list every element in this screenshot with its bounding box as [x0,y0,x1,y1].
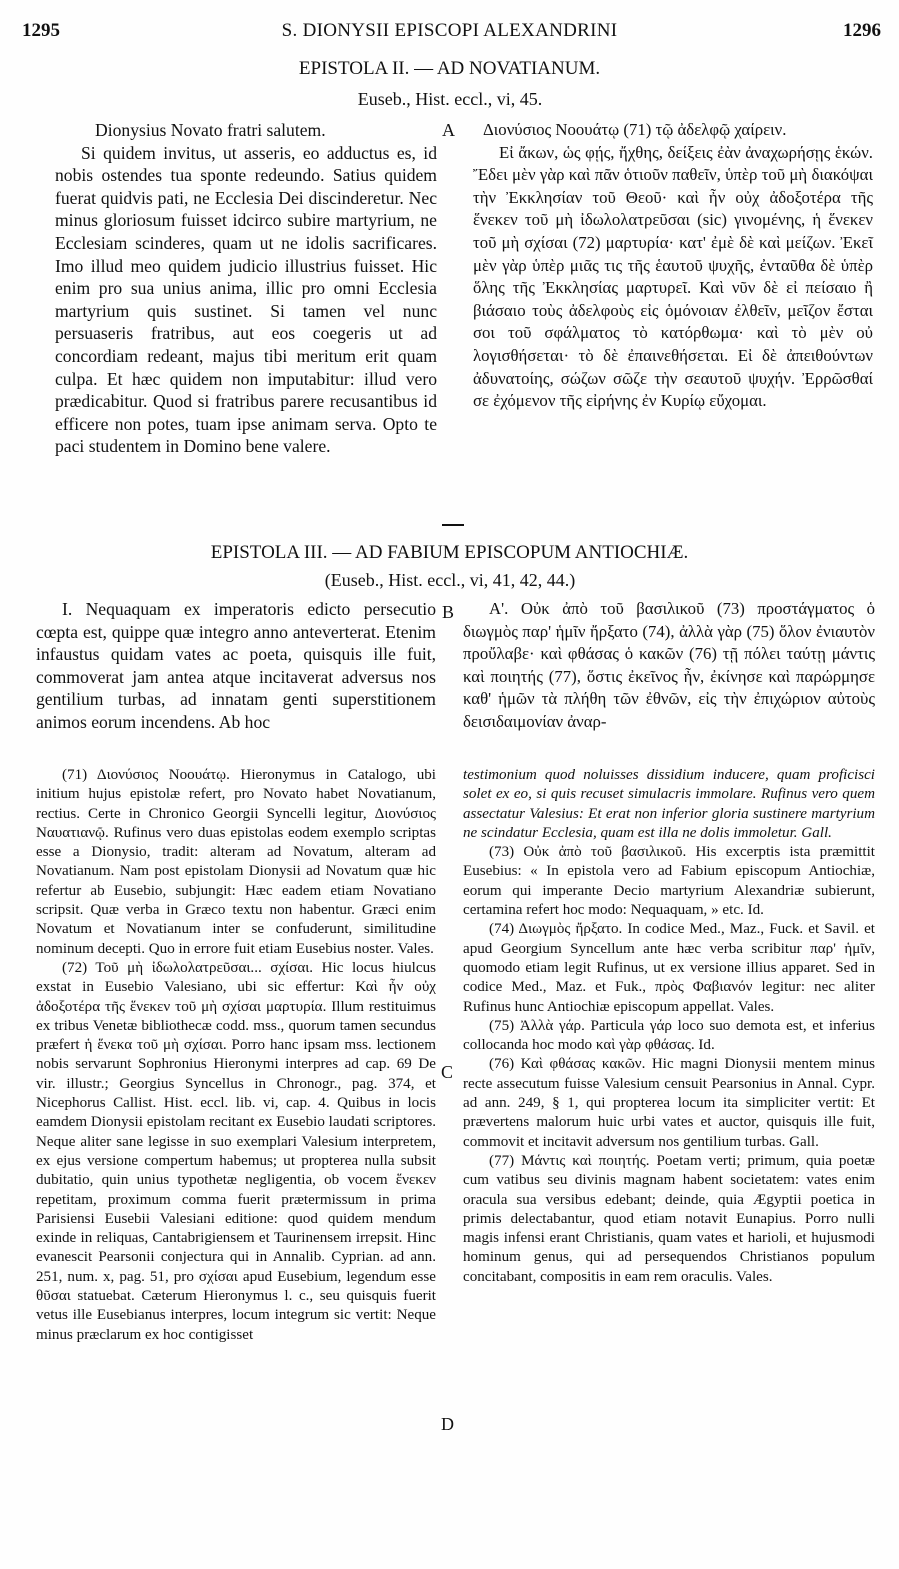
epistola3-latin [36,598,436,734]
note-74: (74) Διωγμὸς ἤρξατο. In codice Med., Maz., Fuck. et Savil. et apud Georgium Syncellum ante hæc verba scribitur παρ' ἡμῖν, quomodo etiam legit Rufinus, ut ex versione illius apparet. Sed in codice Med., Maz. et Fuk., πρὸς Φαβιανόν legitur: nec aliter Rufinus hunc Antiochiæ episcopum appellat. Vales. [463,921,875,1015]
salutation-greek: Διονύσιος Νοουάτῳ (71) τῷ ἀδελφῷ χαίρειν. [483,120,787,139]
note-72: (72) Τοῦ μὴ ἰδωλολατρεῦσαι... σχίσαι. Hic locus hiulcus exstat in Eusebio Valesiano, ubi sic effertur: Καὶ ἦν οὐχ ἀδοξοτέρα τῆς ἕνεκεν τοῦ μὴ σχίσαι μαρτυρία. Illum restituimus ex tribus Venetæ bibliothecæ codd. mss., quorum tamen secundus præfert ἡ ἕνεκα τοῦ μὴ σχίσαι. Porro hanc ipsam mss. lectionem nobis servarunt Sophronius Hieronymi interpres ad cap. 69 De vir. illustr.; Georgius Syncellus in Chronogr., pag. 374, et Nicephorus Callist. Hist. eccl. lib. vi, cap. 4. Quibus in locis eamdem Dionysii epistolam recitant ex Eusebio laudati scriptores. Neque aliter sane legisse in suo exemplari Valesium interpretem, ex ejus versione compertum habemus; ut propterea nulla subsit dubitatio, quin unius typothetæ negligentia, ob vocem ἕνεκεν repetitam, proximum comma fuerit prætermissum in prima Parisiensi Eusebii Valesiani editione: quod quidem mendum exinde in reliquas, Cantabrigiensem et Taurinensem irrepsit. Hinc evanescit Pearsonii conjectura qui in Annalib. Cyprian. ad ann. 251, num. x, pag. 51, pro σχίσαι apud Eusebium, legendum esse θῦσαι statuebat. Cæterum Hieronymus l. c., seu quisquis fuerit vetus ille Eusebianus interpres, locum integrum sic vertit: Neque minus præclarum ex hoc contigisset [36,959,436,1343]
epistola2-greek [473,119,873,413]
epistola2-latin [55,119,437,458]
margin-marker-b: B [442,602,455,622]
margin-marker-a: A [442,120,455,140]
notes-right-column [463,766,875,1287]
note-76: (76) Καὶ φθάσας κακῶν. Hic magni Dionysii mentem minus recte assecutum fuisse Valesium censuit Pearsonius in Annal. Cypr. ad ann. 249, § 1, qui propterea locum ita simpliciter vertit: Et prævertens malorum huic urbi vates et auctor, quisquis ille fuit, commovit et incitavit adversum nos gentilium turbas. Gall. [463,1056,875,1150]
epistola2-source: Euseb., Hist. eccl., vi, 45. [357,89,543,109]
page-header [0,20,899,46]
note-75: (75) Ἀλλὰ γάρ. Particula γάρ loco suo demota est, et inferius collocanda hoc modo καὶ γὰρ φθάσας. Id. [463,1017,875,1054]
page-number-right: 1296 [843,20,881,41]
epistola2-title: EPISTOLA II. — AD NOVATIANUM. [298,58,601,79]
note-71: (71) Διονύσιος Νοουάτῳ. Hieronymus in Catalogo, ubi initium hujus epistolæ refert, pro Novato habet Novatianum, rectius. Certe in Chronico Georgii Syncelli legitur, Διονύσιος Ναυατιανῷ. Rufinus vero duas epistolas eodem exemplo scriptas esse a Dionysio, tradit: alteram ad Novatum, alteram ad Novatianum. Nam post epistolam Dionysii ad Novatum quæ hic refertur ab Eusebio, subjungit: Hæc eadem etiam Novatiano scripsit. Quæ verba in Græco textu non habentur. Græci enim Novatum et Novatianum inter se confuderunt, similitudine nominum decepti. Quo in errore fuit etiam Eusebius noster. Vales. [36,767,436,957]
epistola2-latin-body: Si quidem invitus, ut asseris, eo adductus es, id nobis ostendes tua sponte redeundo. Satius quidem fuerat quidvis pati, ne Ecclesia Dei discinderetur. Nec minus gloriosum fuisset idcirco subire martyrium, ne Ecclesiam scinderes, quam ut ne idolis sacrificares. Imo illud meo quidem judicio illustrius fuisset. Hic enim pro sua unius anima, illic pro omni Ecclesia martyrium quis sustinet. Si tamen vel nunc persuaseris fratribus, aut eos coegeris ut ad concordiam redeant, majus tibi meritum erit quam culpa. Et hæc quidem non imputabitur: illud vero prædicabitur. Quod si fratribus parere recusantibus id efficere non potes, tuam ipse animam serva. Opto te paci studentem in Domino bene valere. [55,142,437,457]
section-divider [442,524,464,526]
epistola3-greek-body: Α'. Οὐκ ἀπὸ τοῦ βασιλικοῦ (73) προστάγματος ὁ διωγμὸς παρ' ἡμῖν ἤρξατο (74), ἀλλὰ γὰρ (75) ὅλον ἐνιαυτὸν προὔλαβε· καὶ φθάσας ὁ κακῶν (76) τῇ πόλει ταύτῃ μάντις καὶ ποιητής (77), ὅστις ἐκεῖνος ἦν, ἐκίνησε καὶ παρώρμησε καθ' ἡμῶν τὰ πλήθη τῶν ἐθνῶν, εἰς τὴν ἐπιχώριον αὐτοὺς δεισιδαιμονίαν ἀναρ- [463,599,875,731]
epistola3-source: (Euseb., Hist. eccl., vi, 41, 42, 44.) [324,570,576,590]
salutation-latin: Dionysius Novato fratri salutem. [95,120,326,140]
page-number-left: 1295 [22,20,60,41]
note-73: (73) Οὐκ ἀπὸ τοῦ βασιλικοῦ. His excerptis ista præmittit Eusebius: « In epistola vero ad Fabium episcopum Antiochiæ, eorum qui imperante Decio martyrium Alexandriæ subierunt, certamina refert hoc modo: Nequaquam, » etc. Id. [463,844,875,919]
note-77: (77) Μάντις καὶ ποιητής. Poetam verti; primum, quia poetæ cum vatibus seu divinis magnam habent societatem: vates enim oracula sua versibus edebant; deinde, quia Ægyptii poetica in primis delectabantur, quod etiam notavit Eunapius. Porro nulli magis infensi erant Christianis, quam vates et harioli, et hujusmodi hominum genus, qui ad persequendos Christianos populum concitabant, compositis in eam rem oraculis. Vales. [463,1152,875,1285]
epistola2-greek-body: Εἰ ἄκων, ὡς φῄς, ἤχθης, δείξεις ἐὰν ἀναχωρήσῃς ἑκών. Ἔδει μὲν γὰρ καὶ πᾶν ὁτιοῦν παθεῖν, ὑπὲρ τοῦ μὴ διακόψαι τὴν Ἐκκλησίαν τοῦ Θεοῦ· καὶ ἦν οὐχ ἀδοξοτέρα τῆς ἕνεκεν τοῦ μὴ ἰδωλολατρεῦσαι (sic) γινομένης, ἡ ἕνεκεν τοῦ μὴ σχίσαι (72) μαρτυρία· κατ' ἐμὲ δὲ καὶ μείζων. Ἐκεῖ μὲν γὰρ ὑπὲρ μιᾶς τις τῆς ἑαυτοῦ ψυχῆς, ἐνταῦθα δὲ ὑπὲρ ὅλης τῆς Ἐκκλησίας μαρτυρεῖ. Καὶ νῦν δὲ εἰ πείσαιο ἢ βιάσαιο τοὺς ἀδελφοὺς εἰς ὁμόνοιαν ἐλθεῖν, μεῖζον ἔσται σοι τοῦ σφάλματος τὸ κατόρθωμα· καὶ τὸ μὲν οὐ λογισθήσεται· τὸ δὲ ἐπαινεθήσεται. Εἰ δὲ ἀπειθούντων ἀδυνατοίης, σώζων σῶζε τὴν σεαυτοῦ ψυχήν. Ἐρρῶσθαί σε ἐχόμενον τῆς εἰρήνης ἐν Κυρίῳ εὔχομαι. [473,142,873,411]
notes-left-column [36,766,436,1345]
note-72-continuation: testimonium quod noluisses dissidium inducere, quam proficisci solet ex eo, si quis recuset simulacris immolare. Rufinus vero quem assectatur Valesius: Et erat non inferior gloria sustinere martyrium ne scindatur Ecclesia, quam est illa ne dolis immoletur. Gall. [463,767,875,841]
margin-marker-c: C [441,1062,454,1082]
epistola3-title: EPISTOLA III. — AD FABIUM EPISCOPUM ANTIOCHIÆ. [210,542,689,563]
running-title: S. DIONYSII EPISCOPI ALEXANDRINI [281,20,618,41]
epistola3-latin-body: I. Nequaquam ex imperatoris edicto persecutio cœpta est, quippe quæ integro anno anteverterat. Etenim infaustus quidam vates ac poeta, quisquis ille fuit, commoverat jam antea atque incitaverat adversus nos gentilium turbas, ad innatam genti superstitionem animos eorum incendens. Ab hoc [36,599,436,732]
epistola3-greek [463,598,875,734]
margin-marker-d: D [441,1414,454,1434]
